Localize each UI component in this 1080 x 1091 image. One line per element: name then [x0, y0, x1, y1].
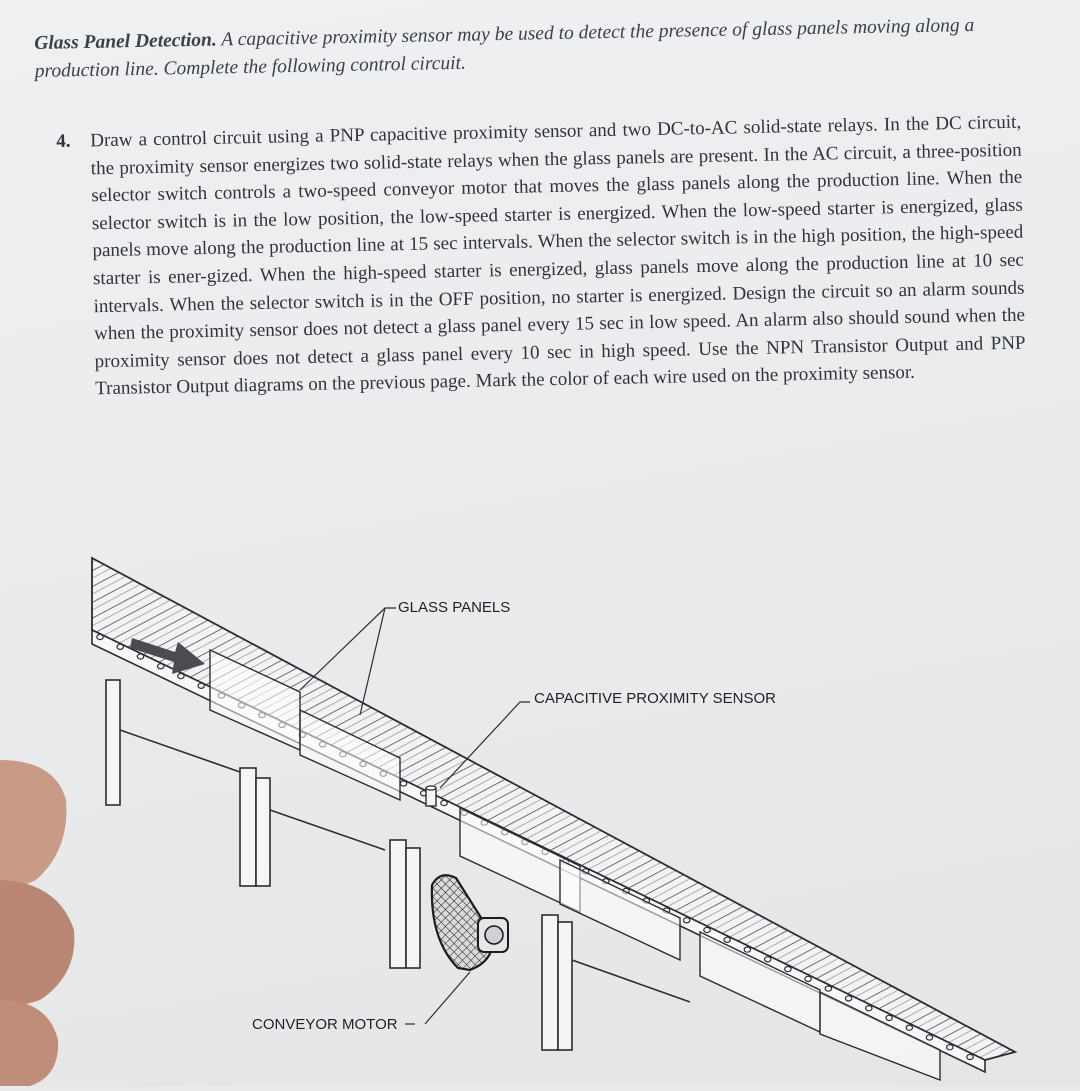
intro-lead: Glass Panel Detection.	[34, 29, 217, 54]
question-number: 4.	[56, 130, 71, 152]
intro-paragraph	[34, 11, 1015, 86]
capacitive-proximity-sensor	[426, 786, 436, 806]
fingers-holding-page	[0, 0, 80, 1086]
question-4	[56, 109, 1026, 404]
conveyor-motor	[432, 875, 508, 970]
label-conveyor-motor: CONVEYOR MOTOR	[252, 1016, 398, 1033]
label-capacitive-proximity-sensor: CAPACITIVE PROXIMITY SENSOR	[534, 690, 776, 707]
intro-text: A capacitive proximity sensor may be used to detect the presence of glass panels moving along a production line. Complete the following control circuit.	[34, 14, 975, 82]
label-glass-panels: GLASS PANELS	[398, 599, 511, 616]
question-text: Draw a control circuit using a PNP capacitive proximity sensor and two DC-to-AC solid-state relays. In the DC circuit, the proximity sensor energizes two solid-state relays when the glass panels are present. In the AC circuit, a three-position selector switch controls a two-speed conveyor motor that moves the glass panels along the production line. When the selector switch is in the low position, the low-speed starter is energized. When the low-speed starter is energized, glass panels move along the production line at 15 sec intervals. When the selector switch is in the high position, the high-speed starter is ener-gized. When the high-speed starter is energized, glass panels move along the production line at 10 sec intervals. When the selector switch is in the OFF position, no starter is energized. Design the circuit so an alarm sounds when the proximity sensor does not detect a glass panel every 15 sec in low speed. An alarm also should sound when the proximity sensor does not detect a glass panel every 10 sec in high speed. Use the NPN Transistor Output and PNP Transistor Output diagrams on the previous page. Mark the color of each wire used on the proximity sensor.	[90, 111, 1026, 400]
conveyor-illustration	[0, 540, 1080, 1086]
conveyor-figure	[0, 540, 1080, 1086]
